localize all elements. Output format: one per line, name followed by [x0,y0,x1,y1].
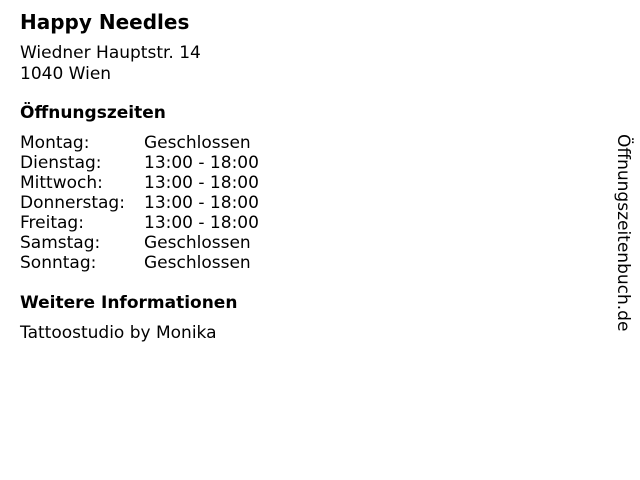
hours-time: 13:00 - 18:00 [144,153,259,173]
hours-time: 13:00 - 18:00 [144,173,259,193]
hours-row-monday [20,133,259,153]
hours-day: Montag: [20,133,90,153]
more-info-heading: Weitere Informationen [20,293,238,313]
hours-time: Geschlossen [144,233,251,253]
opening-hours-heading: Öffnungszeiten [20,103,166,123]
hours-day: Dienstag: [20,153,102,173]
hours-row-tuesday [20,153,259,173]
hours-row-saturday [20,233,259,253]
business-address [20,43,201,85]
address-city: 1040 Wien [20,64,112,84]
address-street: Wiedner Hauptstr. 14 [20,43,201,63]
hours-time: Geschlossen [144,133,251,153]
business-name: Happy Needles [20,10,190,34]
hours-row-sunday [20,253,259,273]
hours-day: Donnerstag: [20,193,125,213]
hours-day: Sonntag: [20,253,97,273]
hours-day: Mittwoch: [20,173,103,193]
hours-time: 13:00 - 18:00 [144,193,259,213]
hours-day: Freitag: [20,213,84,233]
brand-label: Öffnungszeitenbuch.de [613,134,633,332]
hours-row-friday [20,213,259,233]
more-info-text: Tattoostudio by Monika [20,323,217,343]
hours-time: 13:00 - 18:00 [144,213,259,233]
hours-row-wednesday [20,173,259,193]
hours-time: Geschlossen [144,253,251,273]
hours-day: Samstag: [20,233,101,253]
opening-hours-table [20,133,259,273]
hours-row-thursday [20,193,259,213]
